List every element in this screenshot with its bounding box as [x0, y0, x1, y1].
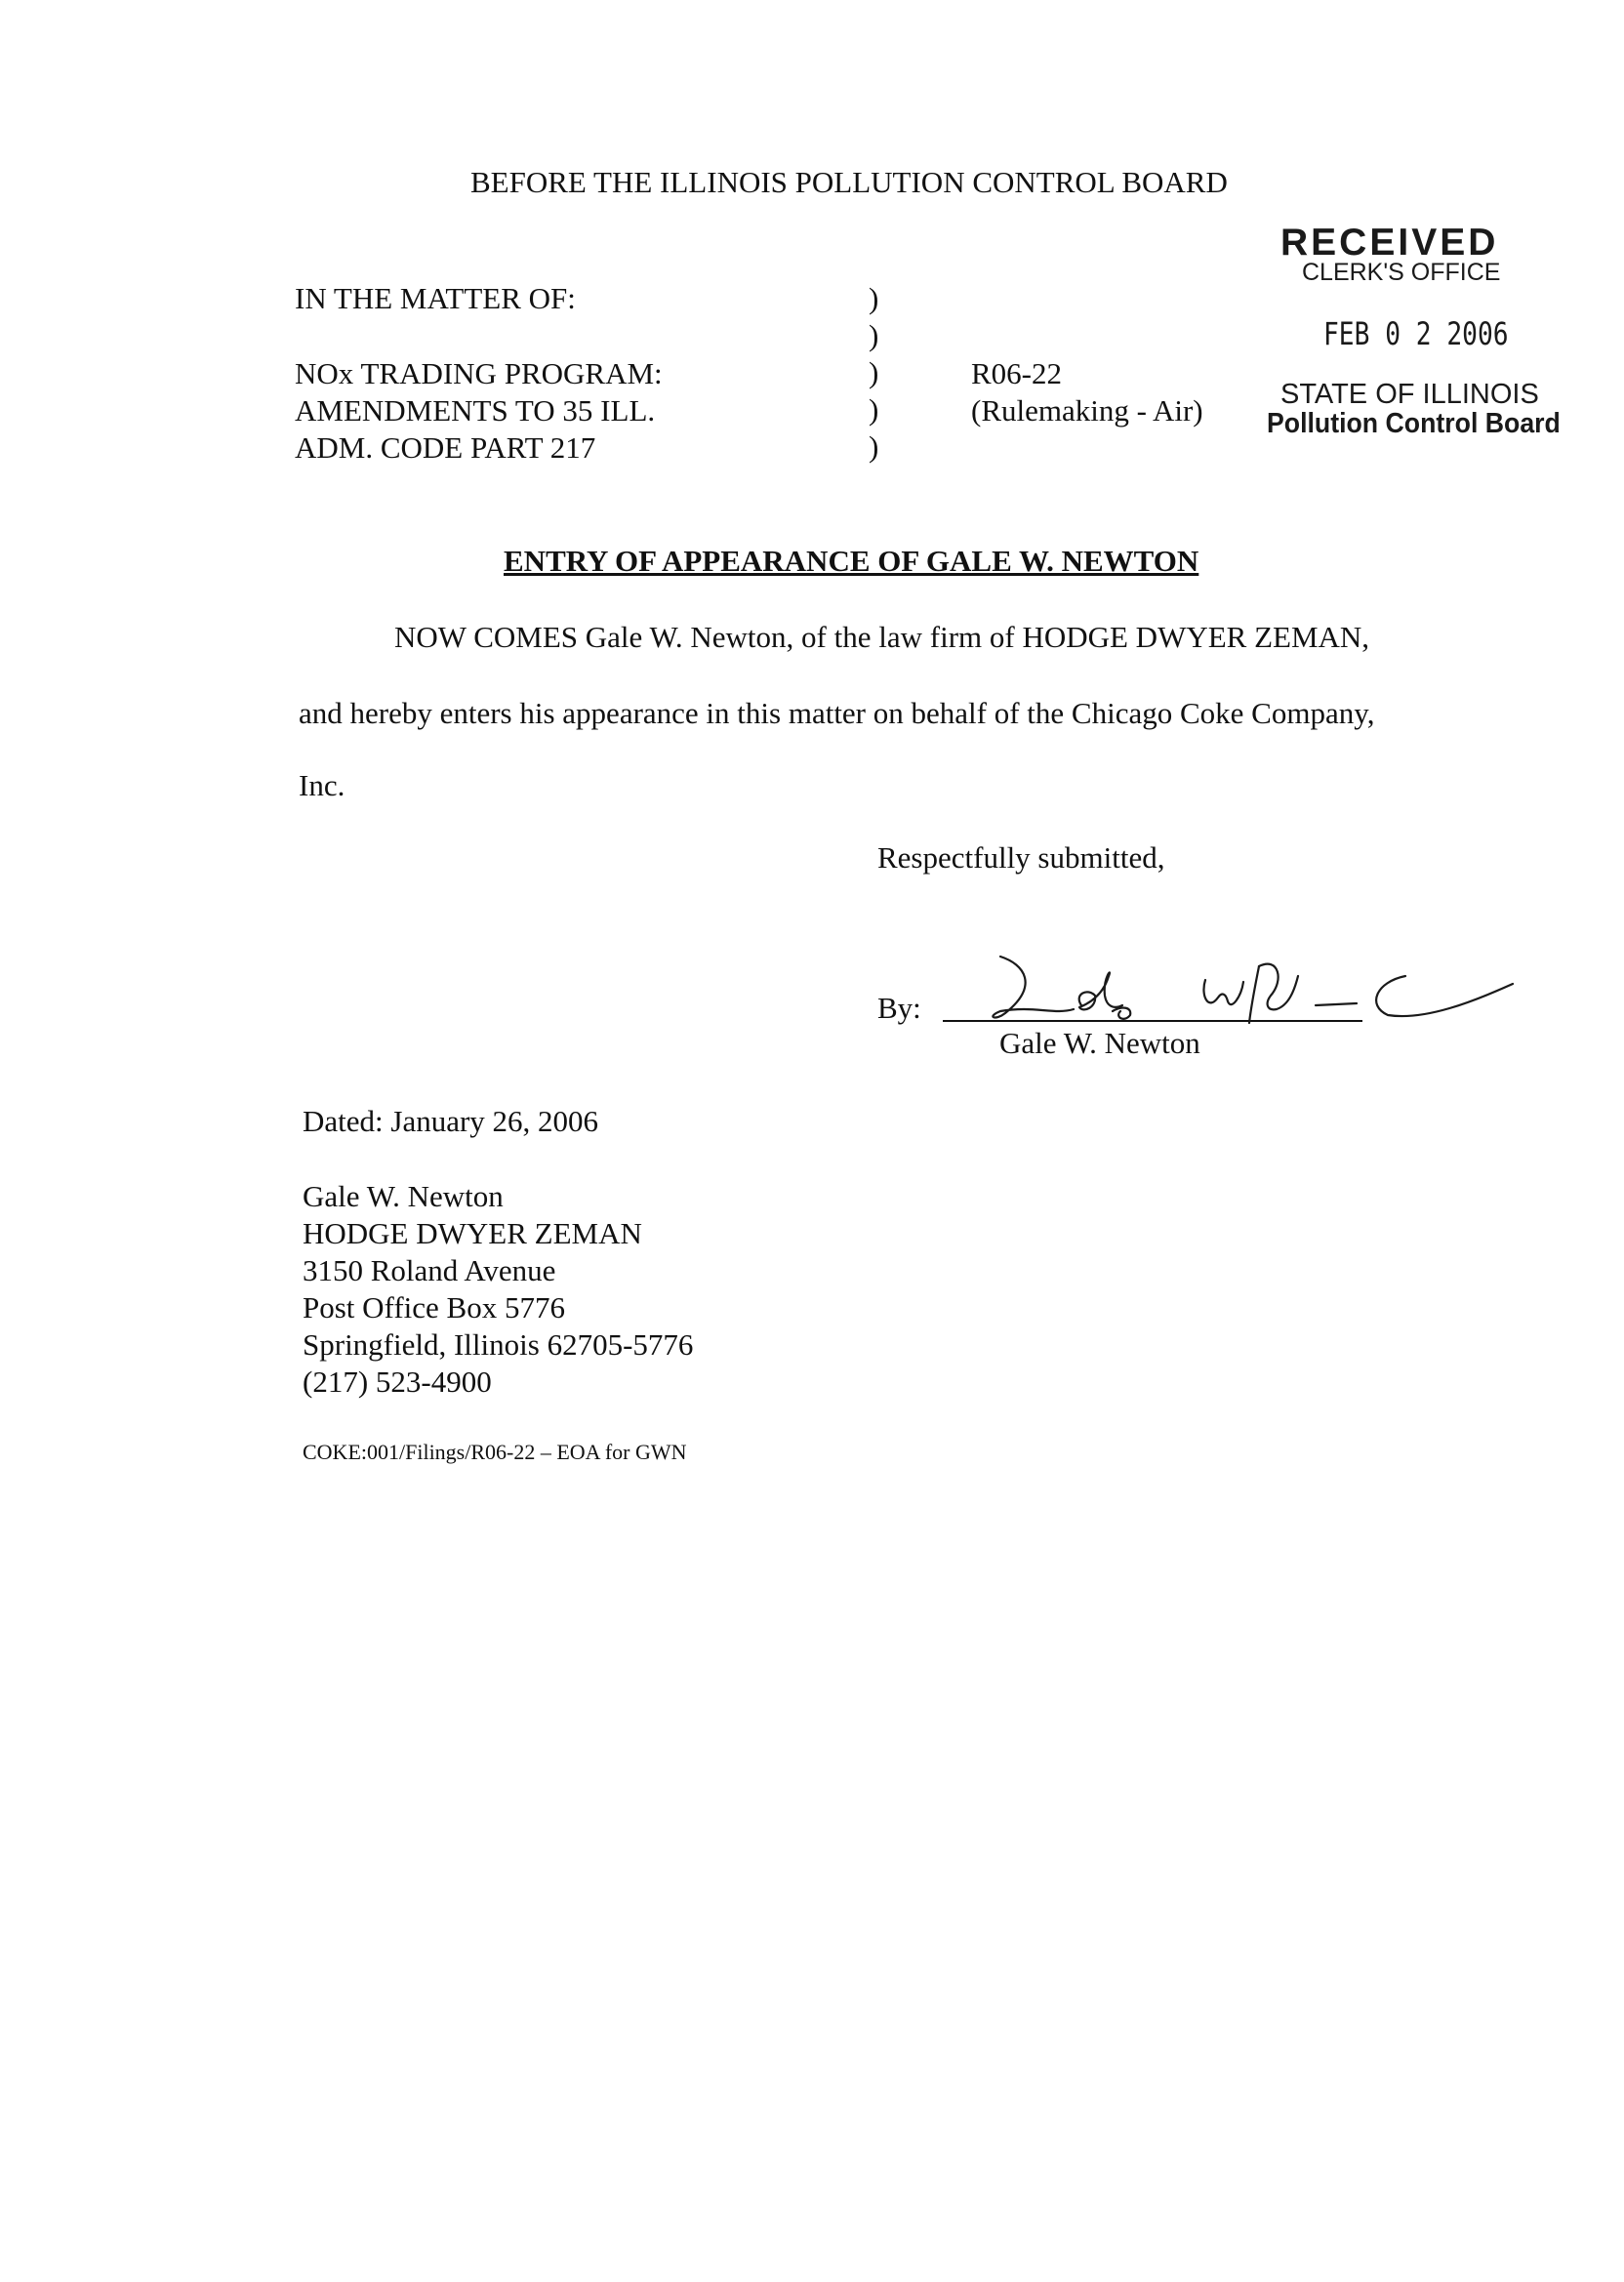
- address-line: Post Office Box 5776: [303, 1290, 565, 1324]
- docket-type: (Rulemaking - Air): [971, 393, 1203, 428]
- matter-label: IN THE MATTER OF:: [295, 281, 576, 315]
- address-line: (217) 523-4900: [303, 1365, 492, 1399]
- stamp-date: FEB 0 2 2006: [1323, 315, 1509, 352]
- caption-line: NOx TRADING PROGRAM:: [295, 356, 663, 390]
- address-line: 3150 Roland Avenue: [303, 1253, 556, 1287]
- closing: Respectfully submitted,: [877, 840, 1165, 875]
- by-label: By:: [877, 991, 921, 1025]
- address-line: HODGE DWYER ZEMAN: [303, 1216, 642, 1250]
- body-text-line: NOW COMES Gale W. Newton, of the law firm of HODGE DWYER ZEMAN,: [394, 620, 1370, 654]
- caption-parentheses: [869, 280, 878, 466]
- case-caption: [295, 355, 663, 467]
- body-text-line: and hereby enters his appearance in this matter on behalf of the Chicago Coke Company,: [299, 696, 1375, 730]
- caption-paren: ): [869, 429, 879, 464]
- caption-paren: ): [869, 281, 879, 315]
- address-line: Gale W. Newton: [303, 1179, 504, 1213]
- document-title: ENTRY OF APPEARANCE OF GALE W. NEWTON: [504, 544, 1199, 578]
- address-line: Springfield, Illinois 62705-5776: [303, 1327, 694, 1362]
- caption-paren: ): [869, 392, 879, 427]
- docket-info: [971, 355, 1203, 429]
- caption-line: AMENDMENTS TO 35 ILL.: [295, 393, 656, 428]
- body-text-line: Inc.: [299, 768, 345, 802]
- caption-paren: ): [869, 318, 879, 352]
- board-heading: BEFORE THE ILLINOIS POLLUTION CONTROL BOARD: [470, 165, 1228, 199]
- dated-line: Dated: January 26, 2006: [303, 1104, 599, 1138]
- docket-number: R06-22: [971, 356, 1062, 390]
- stamp-state: STATE OF ILLINOIS: [1280, 379, 1539, 410]
- caption-paren: ): [869, 355, 879, 389]
- stamp-office: CLERK'S OFFICE: [1302, 259, 1501, 286]
- file-reference: COKE:001/Filings/R06-22 – EOA for GWN: [303, 1440, 687, 1464]
- stamp-board: Pollution Control Board: [1267, 408, 1561, 439]
- stamp-received: RECEIVED: [1280, 222, 1499, 264]
- address-block: [303, 1178, 693, 1401]
- signer-name: Gale W. Newton: [999, 1026, 1200, 1060]
- caption-line: ADM. CODE PART 217: [295, 430, 596, 465]
